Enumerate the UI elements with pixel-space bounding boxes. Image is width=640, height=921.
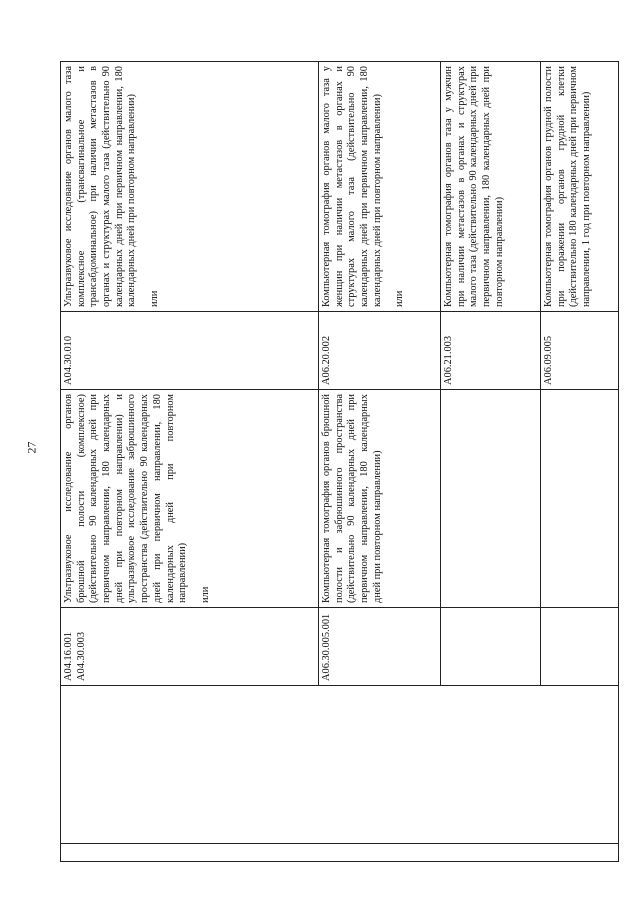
or-separator: или xyxy=(149,290,161,307)
description-cell xyxy=(61,62,319,312)
service-description: Ультразвуковое исследование органов малого таза комплексное (трансвагинальное и трансабдоминальное) при наличии метастазов в органах и структурах малого таза (действительно 90 календарных дней при первичном направлении, 180 календарных дней при повторном направлении) xyxy=(63,66,138,307)
code-cell xyxy=(441,312,541,390)
code-cell xyxy=(541,312,619,390)
description-cell xyxy=(61,390,319,608)
service-description: Ультразвуковое исследование органов брюшной полости (комплексное) (действительно 90 календарных дней при первичном направлении, 180 календарных дней при повторном направлении) и ультразвуковое исследование забрюшинного пространства (действительно 90 календарных дней при первичном направлении, 180 календарных дней при повторном направлении) xyxy=(63,394,189,603)
description-cell xyxy=(541,62,619,312)
table-body xyxy=(61,62,619,862)
service-description: Компьютерная томография органов грудной полости при поражении органов грудной клетки (действительно 180 календарных дней при первичном направлении, 1 год при повторном направлении) xyxy=(543,66,593,307)
description-cell xyxy=(541,390,619,608)
services-table xyxy=(60,61,619,862)
blank-cell xyxy=(61,844,619,862)
service-description: Компьютерная томография органов брюшной полости и забрюшинного пространства (действительно 90 календарных дней при первичном направлении, 180 календарных дней при повторном направлении) xyxy=(321,394,383,603)
description-cell xyxy=(441,62,541,312)
blank-cell xyxy=(61,686,619,844)
service-code: A06.20.002 xyxy=(321,335,332,385)
service-code: A04.30.003 xyxy=(75,631,87,681)
service-description: Компьютерная томография органов малого таза у женщин при наличии метастазов в органах и структурах малого таза (действительно 90 календарных дней при первичном направлении, 180 календарных дней при повторном направлении) xyxy=(321,66,383,307)
page-number: 27 xyxy=(24,441,39,454)
service-code: A06.30.005.001 xyxy=(321,613,332,681)
code-cell xyxy=(319,312,441,390)
code-cell xyxy=(319,608,441,686)
description-cell xyxy=(319,390,441,608)
table-row xyxy=(61,62,319,862)
service-code: A04.30.010 xyxy=(63,335,74,385)
service-code: A06.09.005 xyxy=(543,335,554,385)
table-rotator xyxy=(60,62,593,862)
service-code: A06.21.003 xyxy=(443,335,454,385)
code-cell xyxy=(541,608,619,686)
description-cell xyxy=(441,390,541,608)
or-separator: или xyxy=(394,290,406,307)
or-separator: или xyxy=(199,586,211,603)
description-cell xyxy=(319,62,441,312)
code-cell xyxy=(441,608,541,686)
service-description: Компьютерная томография органов таза у мужчин при наличии метастазов в органах и структурах малого таза (действительно 90 календарных дней при первичном направлении, 180 календарных дней при повторном направлении) xyxy=(443,66,505,307)
service-code: A04.16.001 xyxy=(63,631,74,681)
code-cell xyxy=(61,608,319,686)
code-cell xyxy=(61,312,319,390)
